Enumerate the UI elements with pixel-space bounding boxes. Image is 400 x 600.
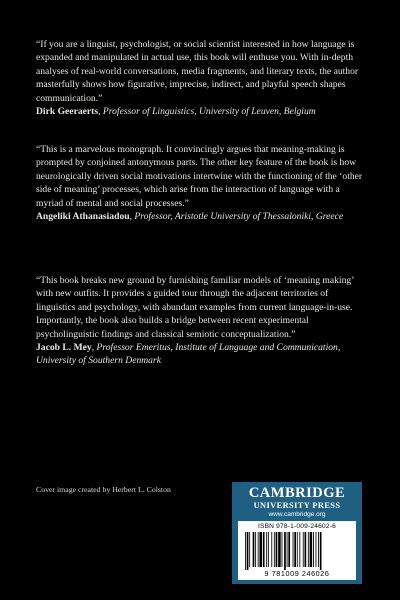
endorser-separator: ,	[91, 342, 97, 354]
endorser-affiliation: Professor, Aristotle University of Thessaloniki, Greece	[134, 211, 344, 223]
barcode-bar	[308, 532, 309, 567]
endorsement-3	[36, 274, 368, 368]
barcode-bar	[282, 532, 283, 567]
barcode-bar	[305, 532, 307, 567]
endorsement-quote: “This book breaks new ground by furnishing familiar models of ‘meaning making’ with new outfits. It provides a guided tour through the adjacent territories of linguistics and psychology, with abundant examples from current language-in-use. Importantly, the book also builds a bridge between recent experimental psycholinguistic findings and classical semiotic conceptualization.”	[36, 275, 354, 340]
endorser-name: Dirk Geeraerts	[36, 106, 99, 118]
barcode-bar	[268, 532, 269, 567]
cover-image-credit: Cover image created by Herbert L. Colston	[36, 485, 171, 494]
barcode-bar	[303, 532, 304, 567]
barcode-bar	[263, 532, 265, 567]
publisher-url: www.cambridge.org	[268, 511, 326, 518]
barcode-digits: 9 781009 246026	[264, 569, 330, 578]
endorser-credit	[36, 210, 368, 223]
barcode-bar	[253, 532, 255, 567]
endorser-affiliation: Professor Emeritus, Institute of Language and Communication, University of Southern Denmark	[36, 342, 341, 367]
barcode-bar	[299, 532, 300, 567]
barcode-bar	[274, 532, 275, 567]
publisher-logo-box	[232, 482, 362, 584]
endorser-affiliation: Professor of Linguistics, University of Leuven, Belgium	[102, 106, 316, 118]
endorsement-quote: “This is a marvelous monograph. It convincingly argues that meaning-making is prompted by conjoined antonymous parts. The other key feature of the book is how neurologically driven social motivations intertwine with the functioning of the ‘other side of meaning’ processes, which arise from the interaction of language with a myriad of mental and social processes.”	[36, 144, 363, 209]
barcode-bar	[266, 532, 267, 567]
barcode-bar	[316, 532, 317, 567]
endorser-separator: ,	[98, 106, 103, 118]
endorser-name: Angeliki Athanasiadou	[36, 211, 130, 223]
endorsement-1	[36, 38, 368, 118]
barcode-bar	[310, 532, 313, 567]
barcode-bar	[297, 532, 298, 567]
barcode-bar	[318, 532, 319, 567]
barcode-icon	[244, 532, 350, 570]
barcode-bar	[313, 532, 314, 567]
publisher-name: CAMBRIDGE	[248, 485, 346, 501]
barcode-bar	[259, 532, 262, 567]
barcode-bar	[320, 532, 322, 570]
barcode-bar	[255, 532, 256, 567]
barcode-bar	[249, 532, 250, 567]
barcode-bar	[287, 532, 288, 567]
barcode-bar	[294, 532, 296, 567]
endorsement-2	[36, 143, 368, 223]
barcode-bar	[247, 532, 249, 570]
endorsement-quote: “If you are a linguist, psychologist, or social scientist interested in how language is expanded and manipulated in actual use, this book will enthuse you. With in-depth analyses of real-world conversations, media fragments, and literary texts, the author masterfully shows how figurative, imprecise, indirect, and playful speech shapes communication.”	[36, 39, 359, 104]
barcode-bar	[284, 532, 286, 570]
barcode-bar	[288, 532, 290, 567]
endorser-credit	[36, 105, 368, 118]
barcode-bar	[293, 532, 294, 567]
endorser-separator: ,	[129, 211, 135, 223]
barcode-bar	[271, 532, 272, 567]
endorser-name: Jacob L. Mey	[36, 342, 92, 354]
barcode-bar	[278, 532, 281, 567]
barcode-bar	[276, 532, 278, 567]
barcode-panel	[238, 521, 356, 580]
isbn-label: ISBN 978-1-009-24602-6	[257, 523, 337, 530]
publisher-subname: UNIVERSITY PRESS	[253, 501, 341, 510]
barcode-bar	[245, 532, 246, 570]
endorser-credit	[36, 341, 368, 368]
barcode-bar	[258, 532, 259, 567]
